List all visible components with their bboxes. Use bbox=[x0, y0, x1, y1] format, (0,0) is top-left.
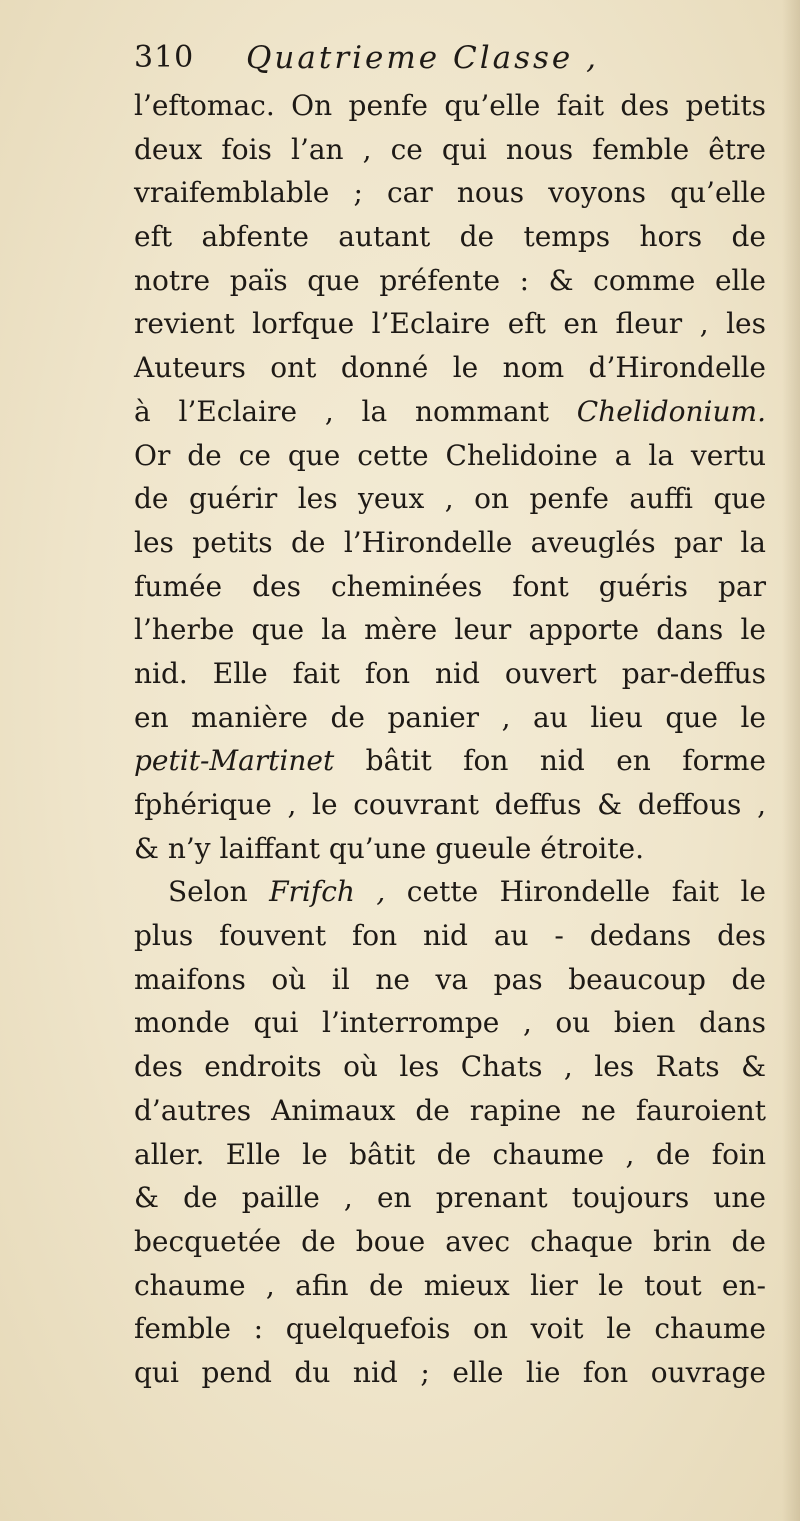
page-number: 310 bbox=[134, 40, 195, 75]
text-line: Or de ce que cette Chelidoine a la vertu bbox=[134, 438, 766, 472]
text-line: femble : quelquefois on voit le chaume bbox=[134, 1312, 766, 1346]
text-line: qui pend du nid ; elle lie fon ouvrage bbox=[134, 1355, 766, 1389]
paragraph-end-line: & n’y laiffant qu’une gueule étroite. bbox=[134, 831, 644, 865]
text-line: chaume , afin de mieux lier le tout en- bbox=[134, 1268, 766, 1302]
text-line: fumée des cheminées font guéris par bbox=[134, 569, 766, 603]
paragraph-start-line: Selon Frifch , cette Hirondelle fait le bbox=[168, 875, 767, 909]
text-line: des endroits où les Chats , les Rats & bbox=[134, 1050, 766, 1084]
italic-author: Frifch , bbox=[269, 875, 386, 909]
text-line: vraifemblable ; car nous voyons qu’elle bbox=[134, 176, 766, 210]
text-line: petit-Martinet bâtit fon nid en forme bbox=[134, 744, 766, 778]
text-line: l’eftomac. On penfe qu’elle fait des petits bbox=[134, 89, 766, 122]
text-line: plus fouvent fon nid au - dedans des bbox=[134, 919, 766, 953]
text-line: eft abfente autant de temps hors de bbox=[134, 220, 766, 254]
text-line: monde qui l’interrompe , ou bien dans bbox=[134, 1006, 766, 1040]
text-line: l’herbe que la mère leur apporte dans le bbox=[134, 613, 766, 647]
body-text bbox=[134, 84, 766, 1395]
text-line: les petits de l’Hirondelle aveuglés par la bbox=[134, 525, 766, 559]
italic-term: petit-Martinet bbox=[134, 744, 335, 778]
text-line: à l’Eclaire , la nommant Chelidonium. bbox=[134, 394, 766, 428]
text-line: fphérique , le couvrant deffus & deffous , bbox=[134, 788, 766, 821]
text-line: becquetée de boue avec chaque brin de bbox=[134, 1224, 766, 1258]
page-header bbox=[134, 40, 654, 88]
text-line: aller. Elle le bâtit de chaume , de foin bbox=[134, 1137, 766, 1171]
text-line: revient lorfque l’Eclaire eft en fleur , les bbox=[134, 307, 766, 341]
running-head: Quatrieme Classe , bbox=[246, 40, 599, 76]
text-line: nid. Elle fait fon nid ouvert par-deffus bbox=[134, 656, 766, 690]
text-line: maifons où il ne va pas beaucoup de bbox=[134, 962, 766, 996]
page-edge-shadow bbox=[782, 0, 800, 1521]
text-line: & de paille , en prenant toujours une bbox=[134, 1181, 766, 1215]
text-line: deux fois l’an , ce qui nous femble être bbox=[134, 132, 766, 166]
italic-term: Chelidonium. bbox=[576, 394, 766, 428]
text-line: Auteurs ont donné le nom d’Hirondelle bbox=[134, 351, 766, 385]
text-line: notre païs que préfente : & comme elle bbox=[134, 263, 766, 297]
text-line: en manière de panier , au lieu que le bbox=[134, 700, 766, 734]
text-line: d’autres Animaux de rapine ne fauroient bbox=[134, 1093, 766, 1127]
text-line: de guérir les yeux , on penfe auffi que bbox=[134, 482, 766, 516]
